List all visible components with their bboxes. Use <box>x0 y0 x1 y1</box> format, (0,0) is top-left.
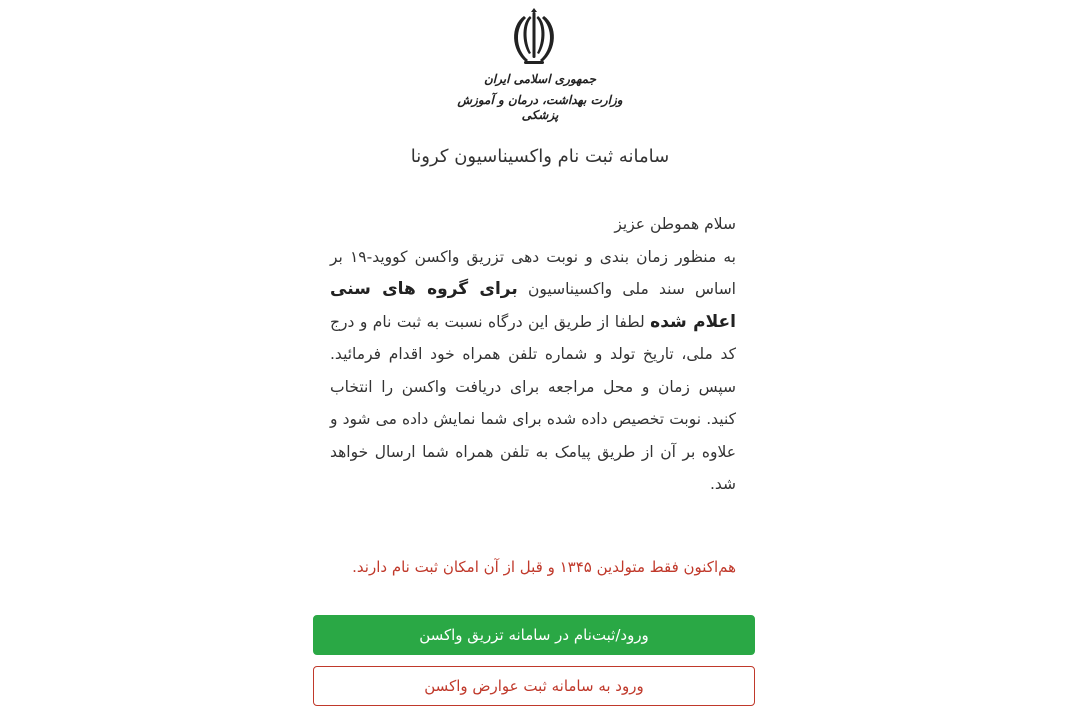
intro-bold-age-groups: برای گروه های سنی اعلام شده <box>330 279 736 332</box>
org-line-2: وزارت بهداشت، درمان و آموزش پزشکی <box>457 93 623 122</box>
login-register-button[interactable]: ورود/ثبت‌نام در سامانه تزریق واکسن <box>313 615 755 655</box>
side-effects-button[interactable]: ورود به سامانه ثبت عوارض واکسن <box>313 666 755 706</box>
org-line-1: جمهوری اسلامی ایران <box>483 72 597 86</box>
ministry-logo-text <box>440 72 640 123</box>
intro-text <box>330 208 736 501</box>
intro-bold-please: لطفا <box>614 312 645 331</box>
iran-emblem-icon <box>502 6 566 70</box>
page-title: سامانه ثبت نام واکسیناسیون کرونا <box>410 146 670 167</box>
intro-paragraph-part2: از طریق این درگاه نسبت به ثبت نام و درج کد ملی، تاریخ تولد و شماره تلفن همراه خود اقدام فرمائید. سپس زمان و محل مراجعه برای دریافت واکسن را انتخاب کنید. نوبت تخصیص داده شده برای شما نمایش داده می شود و علاوه بر آن از طریق پیامک به تلفن همراه شما ارسال خواهد شد. <box>330 312 736 493</box>
greeting: سلام هموطن عزیز <box>614 215 736 233</box>
eligibility-notice: هم‌اکنون فقط متولدین ۱۳۴۵ و قبل از آن امکان ثبت نام دارند. <box>352 558 736 576</box>
intro-paragraph-part1: به منظور زمان بندی و نوبت دهی تزریق واکسن کووید-۱۹ بر اساس سند ملی واکسیناسیون <box>330 247 736 298</box>
